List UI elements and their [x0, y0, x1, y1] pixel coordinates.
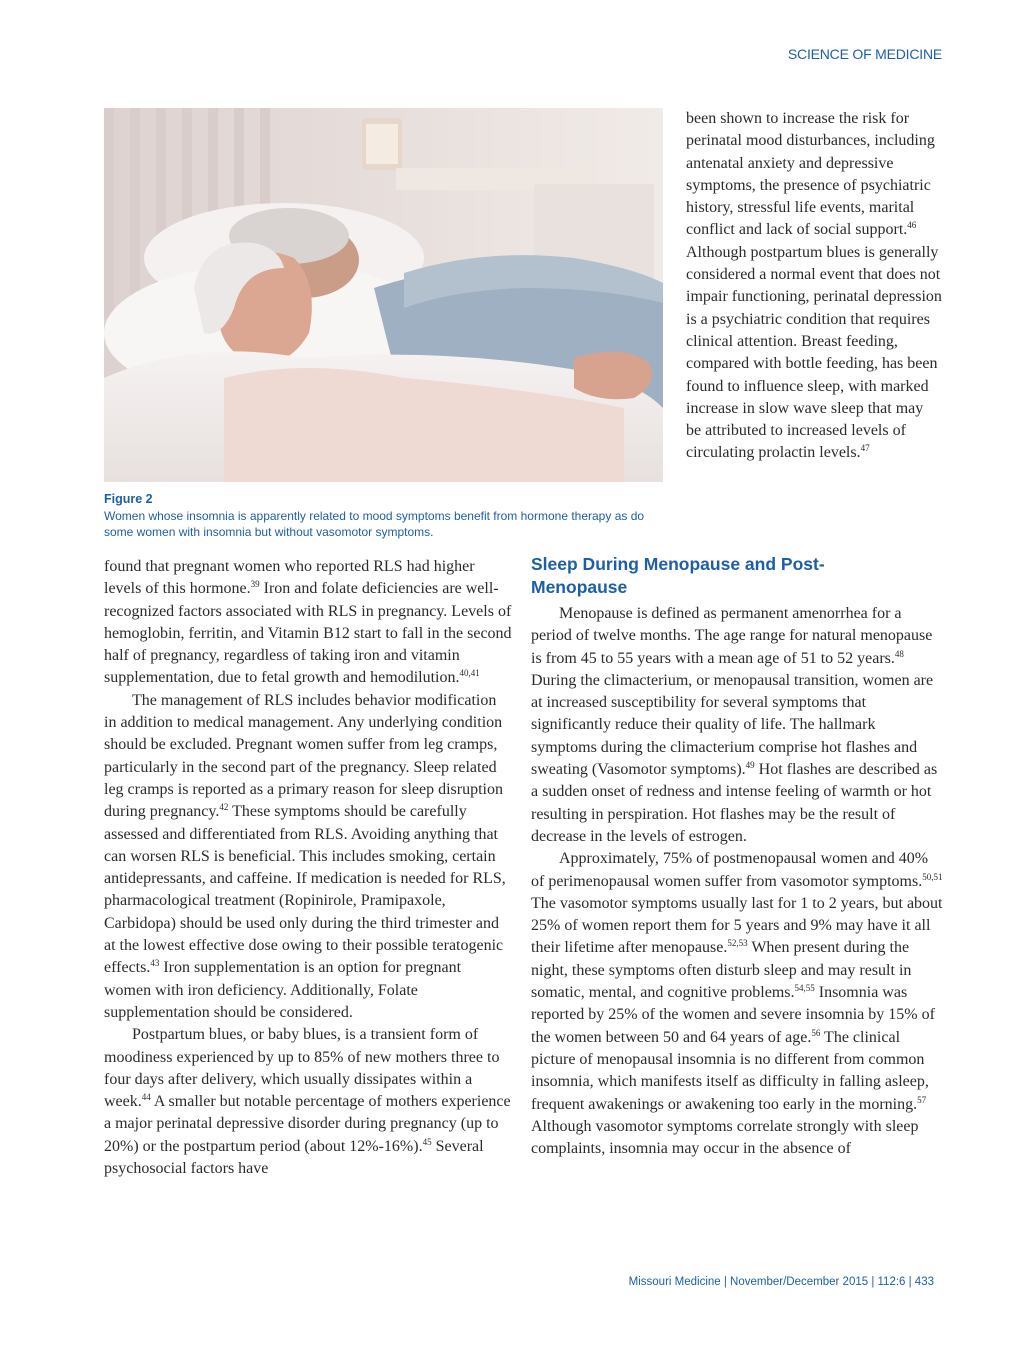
text-run: The management of RLS includes behavior modification in addition to medical management. Any underlying condition should be excluded. Pregnant women suffer from leg cramps, particularly in the second part of the pregnancy. Sleep related leg cramps is reported as a primary reason for sleep disruption during pregnancy. [104, 691, 503, 821]
citation-ref: 40,41 [459, 668, 480, 679]
text-run: found that pregnant women who reported RLS had higher levels of this hormone. [104, 558, 475, 598]
figure-caption-text: Women whose insomnia is apparently related to mood symptoms benefit from hormone therapy as do some women with insomnia but without vasomotor symptoms. [104, 509, 645, 539]
citation-ref: 49 [745, 760, 755, 771]
right-column [531, 603, 943, 1160]
body-paragraph [531, 848, 943, 1160]
body-paragraph [531, 603, 943, 848]
text-run: Although postpartum blues is generally considered a normal event that does not impair functioning, perinatal depression is a psychiatric condition that requires clinical attention. Breast feeding, compared with bottle feeding, has been found to influence sleep, with marked increase in slow wave sleep that may be attributed to increased levels of circulating prolactin levels. [686, 243, 942, 462]
body-paragraph [104, 690, 512, 1024]
citation-ref: 39 [250, 579, 260, 590]
text-run: Menopause is defined as permanent amenorrhea for a period of twelve months. The age range for natural menopause is from 45 to 55 years with a mean age of 51 to 52 years. [531, 605, 933, 667]
text-run: Hot flashes are described as a sudden onset of redness and intense feeling of warmth or hot resulting in perspiration. Hot flashes may be the result of decrease in the levels of estrogen. [531, 761, 938, 845]
figure-label: Figure 2 [104, 492, 153, 506]
text-run: A smaller but notable percentage of mothers experience a major perinatal depressive disorder during pregnancy (up to 20%) or the postpartum period (about 12%-16%). [104, 1093, 511, 1155]
text-run: Iron supplementation is an option for pregnant women with iron deficiency. Additionally, Folate supplementation should be considered. [104, 959, 462, 1021]
text-run: When present during the night, these symptoms often disturb sleep and may result in somatic, mental, and cognitive problems. [531, 939, 912, 1002]
figure-photo [104, 108, 663, 482]
citation-ref: 42 [219, 802, 229, 813]
citation-ref: 47 [860, 443, 870, 454]
body-paragraph [104, 556, 512, 690]
text-run: been shown to increase the risk for perinatal mood disturbances, including antenatal anxiety and depressive symptoms, the presence of psychiatric history, stressful life events, marital conflict and lack of social support. [686, 110, 935, 239]
citation-ref: 44 [141, 1092, 151, 1103]
text-run: These symptoms should be carefully assessed and differentiated from RLS. Avoiding anything that can worsen RLS is beneficial. This includes smoking, certain antidepressants, and caffeine. If medication is needed for RLS, pharmacological treatment (Ropinirole, Pramipaxole, Carbidopa) should be used only during the third trimester and at the lowest effective dose owing to their possible teratogenic effects. [104, 803, 506, 977]
citation-ref: 46 [907, 220, 917, 231]
citation-ref: 52,53 [727, 938, 748, 949]
section-tag: SCIENCE OF MEDICINE [787, 46, 942, 62]
citation-ref: 45 [422, 1136, 432, 1147]
citation-ref: 48 [894, 648, 904, 659]
right-column-continuation [686, 108, 942, 465]
citation-ref: 57 [917, 1094, 927, 1105]
figure-caption [104, 491, 664, 540]
left-column [104, 556, 512, 1180]
citation-ref: 50,51 [922, 871, 943, 882]
text-run: Several psychosocial factors have [104, 1137, 484, 1178]
text-run: Approximately, 75% of postmenopausal women and 40% of perimenopausal women suffer from vasomotor symptoms. [531, 850, 929, 890]
citation-ref: 56 [811, 1027, 821, 1038]
text-run: Iron and folate deficiencies are well-recognized factors associated with RLS in pregnancy. Levels of hemoglobin, ferritin, and Vitamin B12 start to fall in the second half of pregnancy, regardless of taking iron and vitamin supplementation, due to fetal growth and hemodilution. [104, 580, 512, 687]
text-run: Insomnia was reported by 25% of the women and severe insomnia by 15% of the women between 50 and 64 years of age. [531, 984, 935, 1046]
bedroom-photo-illustration [104, 108, 663, 482]
text-run: The vasomotor symptoms usually last for 1 to 2 years, but about 25% of women report them for 5 years and 9% may have it all their lifetime after menopause. [531, 894, 943, 957]
body-paragraph [104, 1024, 512, 1180]
text-run: Although vasomotor symptoms correlate strongly with sleep complaints, insomnia may occur in the absence of [531, 1117, 919, 1158]
text-run: During the climacterium, or menopausal transition, women are at increased susceptibility for several symptoms that significantly reduce their quality of life. The hallmark symptoms during the climacterium comprise hot flashes and sweating (Vasomotor symptoms). [531, 671, 934, 779]
footer-citation: Missouri Medicine | November/December 2015 | 112:6 | 433 [628, 1276, 934, 1288]
citation-ref: 43 [150, 958, 160, 969]
citation-ref: 54,55 [794, 983, 815, 994]
body-paragraph [686, 108, 942, 465]
text-run: The clinical picture of menopausal insomnia is no different from common insomnia, which manifests itself as difficulty in falling asleep, frequent awakenings or awakening too early in the morning. [531, 1028, 929, 1113]
text-run: Postpartum blues, or baby blues, is a transient form of moodiness experienced by up to 85% of new mothers three to four days after delivery, which usually dissipates within a week. [104, 1026, 500, 1111]
section-heading: Sleep During Menopause and Post-Menopause [531, 554, 825, 597]
